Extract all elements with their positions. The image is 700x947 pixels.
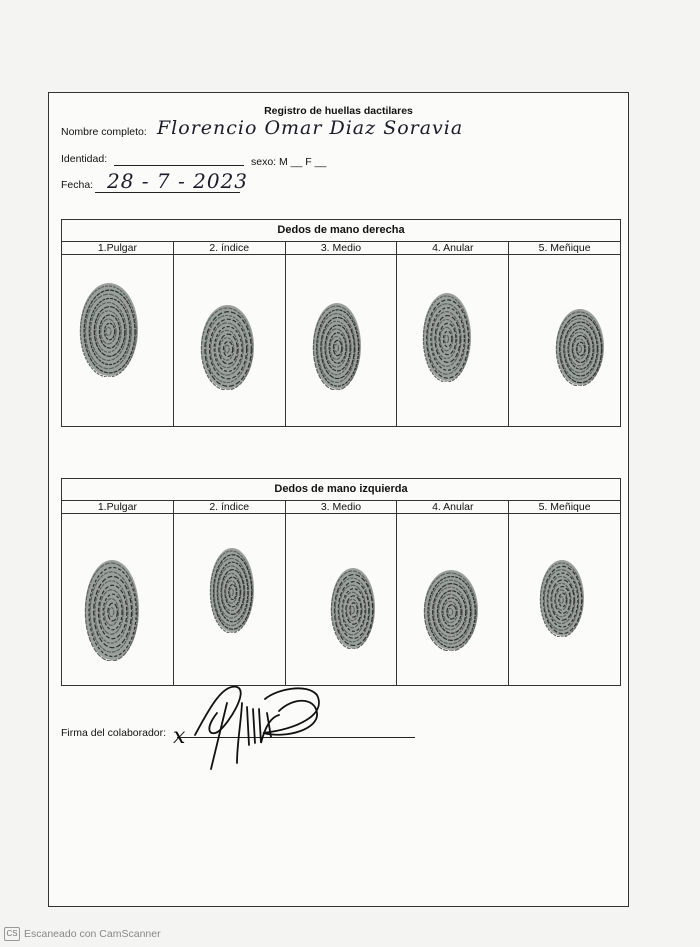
finger-label: 5. Meñique <box>509 501 620 514</box>
fingerprint-image <box>422 292 472 382</box>
left-hand-title: Dedos de mano izquierda <box>62 479 620 501</box>
right-finger-1 <box>62 242 174 426</box>
left-finger-5 <box>509 501 620 685</box>
fingerprint-image <box>312 302 362 390</box>
finger-label: 4. Anular <box>397 501 508 514</box>
finger-label: 2. índice <box>174 242 285 255</box>
right-hand-fingers <box>62 242 620 426</box>
fingerprint-image <box>330 567 376 649</box>
form-title: Registro de huellas dactilares <box>264 105 413 117</box>
signature-image <box>167 673 337 788</box>
finger-label: 3. Medio <box>286 501 397 514</box>
camscanner-logo: CS <box>4 927 20 941</box>
finger-label: 1.Pulgar <box>62 501 173 514</box>
left-finger-2 <box>174 501 286 685</box>
fingerprint-image <box>84 559 140 661</box>
sex-label: sexo: M __ F __ <box>251 156 327 168</box>
fingerprint-image <box>539 559 585 637</box>
right-finger-5 <box>509 242 620 426</box>
right-finger-3 <box>286 242 398 426</box>
fingerprint-image <box>209 547 255 633</box>
fingerprint-image <box>555 308 605 386</box>
fingerprint-image <box>423 569 479 651</box>
right-finger-2 <box>174 242 286 426</box>
signature-mark: x <box>173 724 186 749</box>
right-finger-4 <box>397 242 509 426</box>
finger-label: 4. Anular <box>397 242 508 255</box>
fingerprint-image <box>79 282 139 377</box>
identity-label: Identidad: <box>61 153 108 165</box>
left-hand-fingers <box>62 501 620 685</box>
signature-label: Firma del colaborador: <box>61 727 167 739</box>
right-hand-section <box>61 219 621 427</box>
fingerprint-image <box>200 304 255 390</box>
left-finger-3 <box>286 501 398 685</box>
date-value: 28 - 7 - 2023 <box>107 169 249 193</box>
finger-label: 2. índice <box>174 501 285 514</box>
left-finger-4 <box>397 501 509 685</box>
date-label: Fecha: <box>61 179 94 191</box>
finger-label: 1.Pulgar <box>62 242 173 255</box>
name-value: Florencio Omar Diaz Soravia <box>157 117 464 139</box>
left-finger-1 <box>62 501 174 685</box>
watermark-text: Escaneado con CamScanner <box>24 928 161 940</box>
fingerprint-form <box>48 92 629 907</box>
identity-line <box>114 165 244 166</box>
right-hand-title: Dedos de mano derecha <box>62 220 620 242</box>
date-line <box>95 192 240 193</box>
scanner-watermark <box>4 927 161 941</box>
finger-label: 3. Medio <box>286 242 397 255</box>
name-label: Nombre completo: <box>61 126 147 138</box>
finger-label: 5. Meñique <box>509 242 620 255</box>
left-hand-section <box>61 478 621 686</box>
